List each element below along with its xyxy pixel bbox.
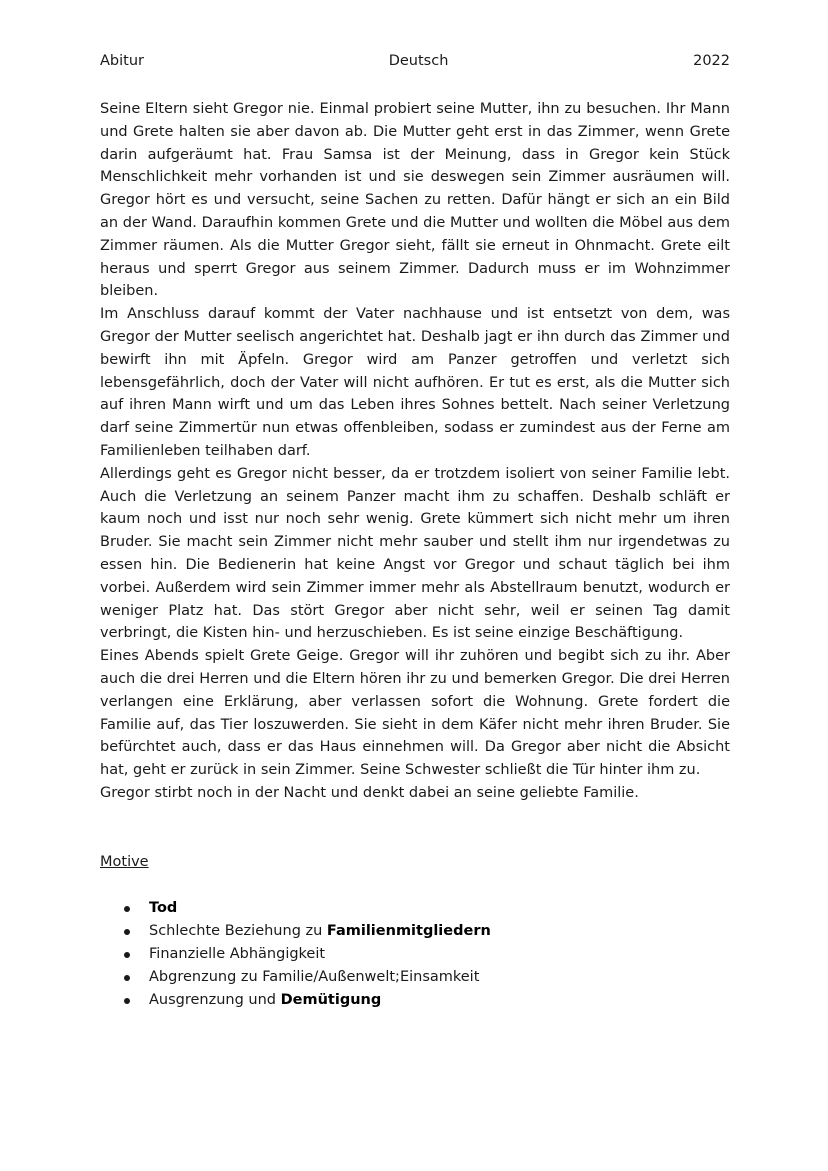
page-header	[100, 52, 730, 70]
paragraph: Im Anschluss darauf kommt der Vater nachhause und ist entsetzt von dem, was Gregor der Mutter seelisch angerichtet hat. Deshalb jagt er ihn durch das Zimmer und bewirft ihn mit Äpfeln. Gregor wird am Panzer getroffen und verletzt sich lebensgefährlich, doch der Vater will nicht aufhören. Er tut es erst, als die Mutter sich auf ihren Mann wirft und um das Leben ihres Sohnes bettelt. Nach seiner Verletzung darf seine Zimmertür nun etwas offenbleiben, sodass er zumindest aus der Ferne am Familienleben teilhaben darf.	[100, 306, 730, 459]
document-body	[100, 98, 730, 805]
item-text: Finanzielle Abhängigkeit	[149, 946, 326, 962]
paragraph: Seine Eltern sieht Gregor nie. Einmal probiert seine Mutter, ihn zu besuchen. Ihr Mann und Grete halten sie aber davon ab. Die Mutter geht erst in das Zimmer, wenn Grete darin aufgeräumt hat. Frau Samsa ist der Meinung, dass in Gregor kein Stück Menschlichkeit mehr vorhanden ist und sie deswegen sein Zimmer ausräumen will. Gregor hört es und versucht, seine Sachen zu retten. Dafür hängt er sich an ein Bild an der Wand. Daraufhin kommen Grete und die Mutter und wollten die Möbel aus dem Zimmer räumen. Als die Mutter Gregor sieht, fällt sie erneut in Ohnmacht. Grete eilt heraus und sperrt Gregor aus seinem Zimmer. Dadurch muss er im Wohnzimmer bleiben.	[100, 101, 730, 300]
motives-heading: Motive	[100, 854, 149, 870]
item-text: Schlechte Beziehung zu	[149, 923, 327, 939]
list-item	[100, 943, 730, 966]
list-item	[100, 897, 730, 920]
bullet-icon	[124, 998, 130, 1004]
list-item	[100, 989, 730, 1012]
bullet-icon	[124, 975, 130, 981]
item-text: Abgrenzung zu Familie/Außenwelt;Einsamkeit	[149, 969, 480, 985]
paragraph: Gregor stirbt noch in der Nacht und denkt dabei an seine geliebte Familie.	[100, 784, 639, 801]
motives-list	[100, 897, 730, 1012]
header-left: Abitur	[100, 53, 144, 69]
paragraph: Eines Abends spielt Grete Geige. Gregor will ihr zuhören und begibt sich zu ihr. Aber auch die drei Herren und die Eltern hören ihr zu und bemerken Gregor. Die drei Herren verlangen eine Erklärung, aber verlassen sofort die Wohnung. Grete fordert die Familie auf, das Tier loszuwerden. Sie sieht in dem Käfer nicht mehr ihren Bruder. Sie befürchtet auch, dass er das Haus einnehmen will. Da Gregor aber nicht die Absicht hat, geht er zurück in sein Zimmer. Seine Schwester schließt die Tür hinter ihm zu.	[100, 648, 730, 779]
header-center: Deutsch	[388, 53, 449, 69]
bullet-icon	[124, 952, 130, 958]
item-emphasis: Demütigung	[280, 992, 382, 1008]
list-item	[100, 966, 730, 989]
item-text: Ausgrenzung und	[149, 992, 281, 1008]
item-emphasis: Familienmitgliedern	[326, 923, 491, 939]
bullet-icon	[124, 929, 130, 935]
list-item	[100, 920, 730, 943]
item-emphasis: Tod	[149, 900, 178, 916]
header-right: 2022	[693, 53, 730, 69]
paragraph: Allerdings geht es Gregor nicht besser, da er trotzdem isoliert von seiner Familie lebt. Auch die Verletzung an seinem Panzer macht ihm zu schaffen. Deshalb schläft er kaum noch und isst nur noch sehr wenig. Grete kümmert sich nicht mehr um ihren Bruder. Sie macht sein Zimmer nicht mehr sauber und stellt ihm nur irgendetwas zu essen hin. Die Bedienerin hat keine Angst vor Gregor und schaut täglich bei ihm vorbei. Außerdem wird sein Zimmer immer mehr als Abstellraum benutzt, wodurch er weniger Platz hat. Das stört Gregor aber nicht sehr, weil er seinen Tag damit verbringt, die Kisten hin- und herzuschieben. Es ist seine einzige Beschäftigung.	[100, 465, 730, 642]
bullet-icon	[124, 906, 130, 912]
